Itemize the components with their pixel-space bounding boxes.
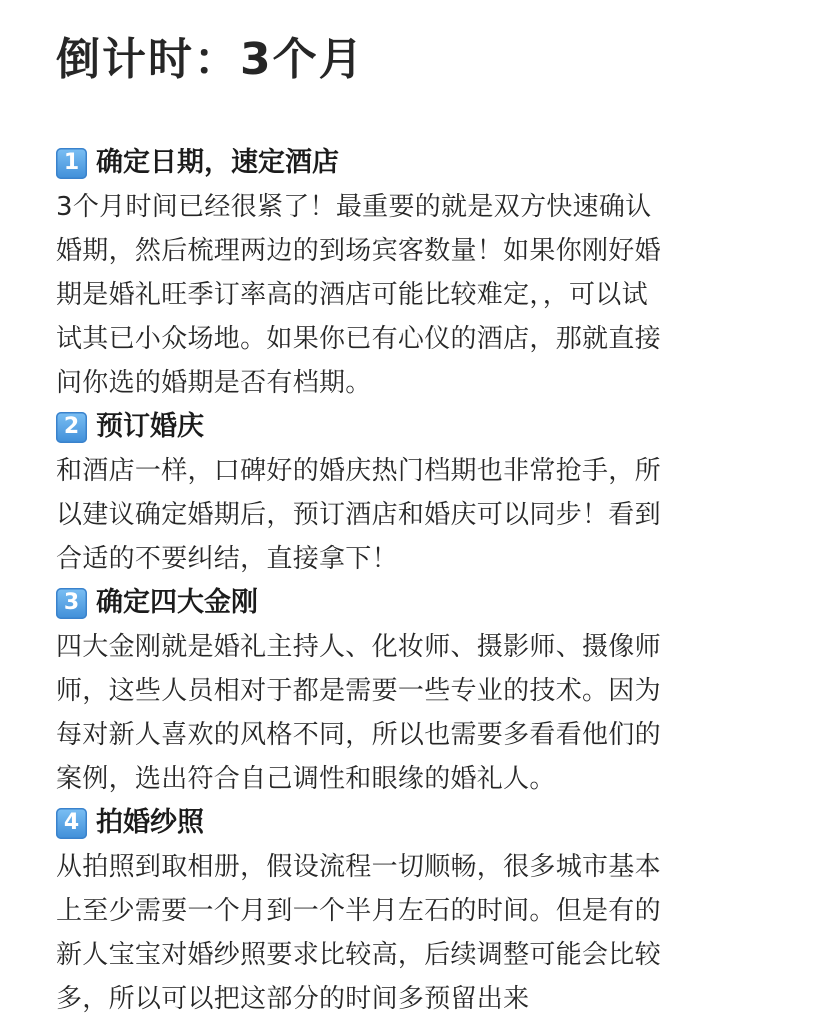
section-heading	[56, 801, 776, 845]
section-heading-label: 确定日期，速定酒店	[96, 147, 339, 178]
keycap-number-icon: 1	[56, 148, 87, 179]
body-line: 案例，选出符合自己调性和眼缘的婚礼人。	[56, 764, 556, 794]
body-line: 期是婚礼旺季订率高的酒店可能比较难定，，可以试	[56, 280, 648, 310]
section-heading-label: 拍婚纱照	[96, 807, 204, 838]
section-heading-label: 确定四大金刚	[96, 587, 258, 618]
body-line: 每对新人喜欢的风格不同，所以也需要多看看他们的	[56, 720, 661, 750]
body-line: 和酒店一样，口碑好的婚庆热门档期也非常抢手，所	[56, 456, 661, 486]
body-line: 新人宝宝对婚纱照要求比较高，后续调整可能会比较	[56, 940, 661, 970]
body-line: 婚期，然后梳理两边的到场宾客数量！如果你刚好婚	[56, 236, 661, 266]
section-1	[56, 141, 776, 405]
keycap-number-icon: 2	[56, 412, 87, 443]
body-line: 四大金刚就是婚礼主持人、化妆师、摄影师、摄像师	[56, 632, 661, 662]
body-line: 问你选的婚期是否有档期。	[56, 368, 372, 398]
body-line: 师，这些人员相对于都是需要一些专业的技术。因为	[56, 676, 661, 706]
body-line: 从拍照到取相册，假设流程一切顺畅，很多城市基本	[56, 852, 661, 882]
section-heading	[56, 581, 776, 625]
body-line: 3个月时间已经很紧了！最重要的就是双方快速确认	[56, 192, 652, 222]
section-body	[56, 185, 776, 405]
keycap-number-icon: 3	[56, 588, 87, 619]
body-line: 试其已小众场地。如果你已有心仪的酒店，那就直接	[56, 324, 661, 354]
body-line: 上至少需要一个月到一个半月左石的时间。但是有的	[56, 896, 661, 926]
page-title: 倒计时：3个月	[56, 34, 365, 85]
section-heading-label: 预订婚庆	[96, 411, 204, 442]
section-heading	[56, 141, 776, 185]
section-heading	[56, 405, 776, 449]
body-line: 合适的不要纠结，直接拿下！	[56, 544, 398, 574]
section-3	[56, 581, 776, 801]
body-line: 以建议确定婚期后，预订酒店和婚庆可以同步！看到	[56, 500, 661, 530]
section-body	[56, 449, 776, 581]
section-body	[56, 625, 776, 801]
section-body	[56, 845, 776, 1021]
section-2	[56, 405, 776, 581]
keycap-number-icon: 4	[56, 808, 87, 839]
section-list	[56, 141, 776, 1021]
section-4	[56, 801, 776, 1021]
body-line: 多，所以可以把这部分的时间多预留出来	[56, 984, 530, 1014]
